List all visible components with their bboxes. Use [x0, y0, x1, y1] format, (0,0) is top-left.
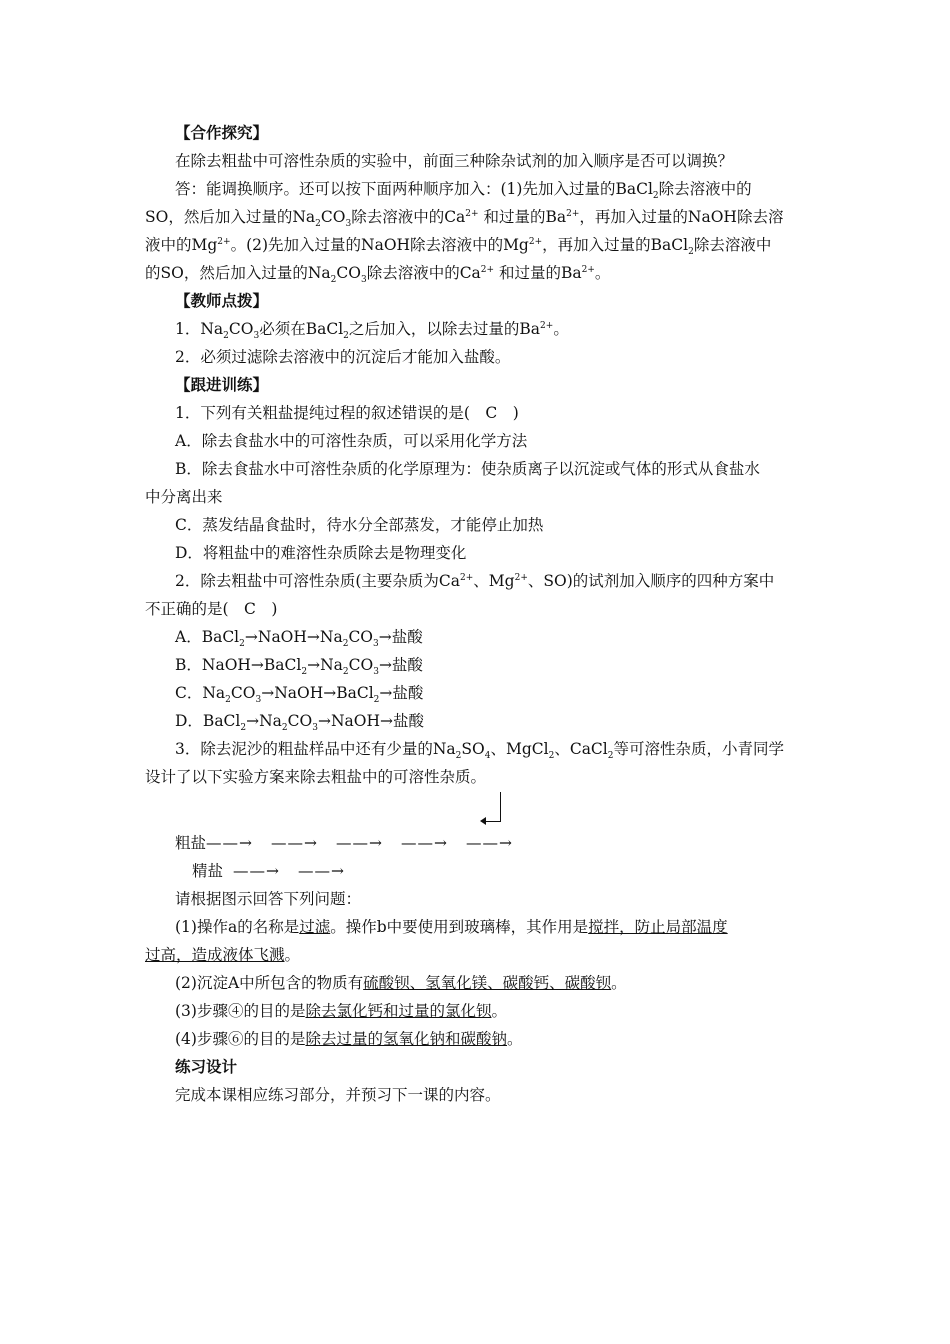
question-1-option-b-line-1: B．除去食盐水中可溶性杂质的化学原理为：使杂质离子以沉淀或气体的形式从食盐水: [175, 460, 760, 478]
flow-row-2: [192, 860, 363, 882]
question-3-line-1: 3．除去泥沙的粗盐样品中还有少量的$Na_2SO_4$、MgCl$_2$、CaCl$_2$等可溶性杂质，小青同学: [175, 740, 784, 762]
heading-follow-up-training: 【跟进训练】: [175, 375, 269, 394]
question-2-option-c: C．$Na_2CO_3\to NaOH\to BaCl_2\to$盐酸: [175, 684, 424, 706]
flow-arrow-6: ——→: [233, 862, 281, 880]
flow-arrow-1: ——→: [206, 834, 254, 852]
flow-arrow-7: ——→: [298, 862, 346, 880]
flow-row-1: [175, 832, 531, 854]
heading-cooperative-inquiry: 【合作探究】: [175, 123, 269, 142]
teacher-point-2: 2．必须过滤除去溶液中的沉淀后才能加入盐酸。: [175, 348, 511, 366]
question-2-option-d: D．$BaCl_2\to Na_2CO_3\to NaOH\to$盐酸: [175, 712, 424, 734]
flow-arrow-4: ——→: [401, 834, 449, 852]
question-1-option-c: C．蒸发结晶食盐时，待水分全部蒸发，才能停止加热: [175, 516, 544, 534]
question-2-line-1: 2．除去粗盐中可溶性杂质(主要杂质为$Ca^{2+}$、$Mg^{2+}$、SO)的试剂加入顺序的四种方案中: [175, 572, 775, 590]
flow-return-horizontal-line: [484, 821, 501, 822]
flow-arrow-5: ——→: [466, 834, 514, 852]
question-1-option-a: A．除去食盐水中的可溶性杂质，可以采用化学方法: [175, 432, 528, 450]
answer-2: (2)沉淀A中所包含的物质有硫酸钡、氢氧化镁、碳酸钙、碳酸钡。: [175, 974, 627, 992]
flow-arrow-3: ——→: [336, 834, 384, 852]
answer-3: (3)步骤④的目的是除去氯化钙和过量的氯化钡。: [175, 1002, 507, 1020]
flow-return-vertical-line: [500, 792, 501, 822]
answer-1-line-1: (1)操作a的名称是过滤。操作b中要使用到玻璃棒，其作用是搅拌，防止局部温度: [175, 918, 728, 936]
practice-design-text: 完成本课相应练习部分，并预习下一课的内容。: [175, 1086, 501, 1104]
flow-arrow-2: ——→: [271, 834, 319, 852]
inquiry-question: 在除去粗盐中可溶性杂质的实验中，前面三种除杂试剂的加入顺序是否可以调换？: [175, 152, 734, 170]
answer-line-2: SO，然后加入过量的$Na_2CO_3$除去溶液中的$Ca^{2+}$ 和过量的$Ba^{2+}$，再加入过量的NaOH除去溶: [145, 208, 784, 230]
answer-4: (4)步骤⑥的目的是除去过量的氢氧化钠和碳酸钠。: [175, 1030, 523, 1048]
answer-prompt: 请根据图示回答下列问题：: [175, 890, 362, 908]
question-2-option-a: A．$BaCl_2\to NaOH\to Na_2CO_3\to$盐酸: [175, 628, 423, 650]
question-1: 1．下列有关粗盐提纯过程的叙述错误的是( C ): [175, 404, 519, 422]
answer-1-line-2: 过高，造成液体飞溅。: [145, 946, 301, 964]
question-1-option-d: D．将粗盐中的难溶性杂质除去是物理变化: [175, 544, 467, 562]
question-3-line-2: 设计了以下实验方案来除去粗盐中的可溶性杂质。: [145, 768, 487, 786]
answer-line-3: 液中的$Mg^{2+}$。(2)先加入过量的NaOH除去溶液中的$Mg^{2+}$，再加入过量的BaCl$_2$除去溶液中: [145, 236, 772, 258]
heading-practice-design: 练习设计: [175, 1057, 238, 1076]
heading-teacher-tips: 【教师点拨】: [175, 291, 269, 310]
flow-return-arrow-head: [480, 817, 486, 825]
question-2-line-2: 不正确的是( C ): [145, 600, 278, 618]
teacher-point-1: 1．$Na_2CO_3$必须在BaCl$_2$之后加入，以除去过量的$Ba^{2+}$。: [175, 320, 569, 342]
question-2-option-b: B．$NaOH\to BaCl_2\to Na_2CO_3\to$盐酸: [175, 656, 423, 678]
answer-line-4: 的SO，然后加入过量的$Na_2CO_3$除去溶液中的$Ca^{2+}$ 和过量的$Ba^{2+}$。: [145, 264, 611, 286]
flow-start-label: 粗盐: [175, 834, 207, 852]
flow-end-label: 精盐: [192, 862, 224, 880]
question-1-option-b-line-2: 中分离出来: [145, 488, 223, 506]
answer-line-1: 答：能调换顺序。还可以按下面两种顺序加入：(1)先加入过量的BaCl$_2$除去溶液中的: [175, 180, 752, 202]
